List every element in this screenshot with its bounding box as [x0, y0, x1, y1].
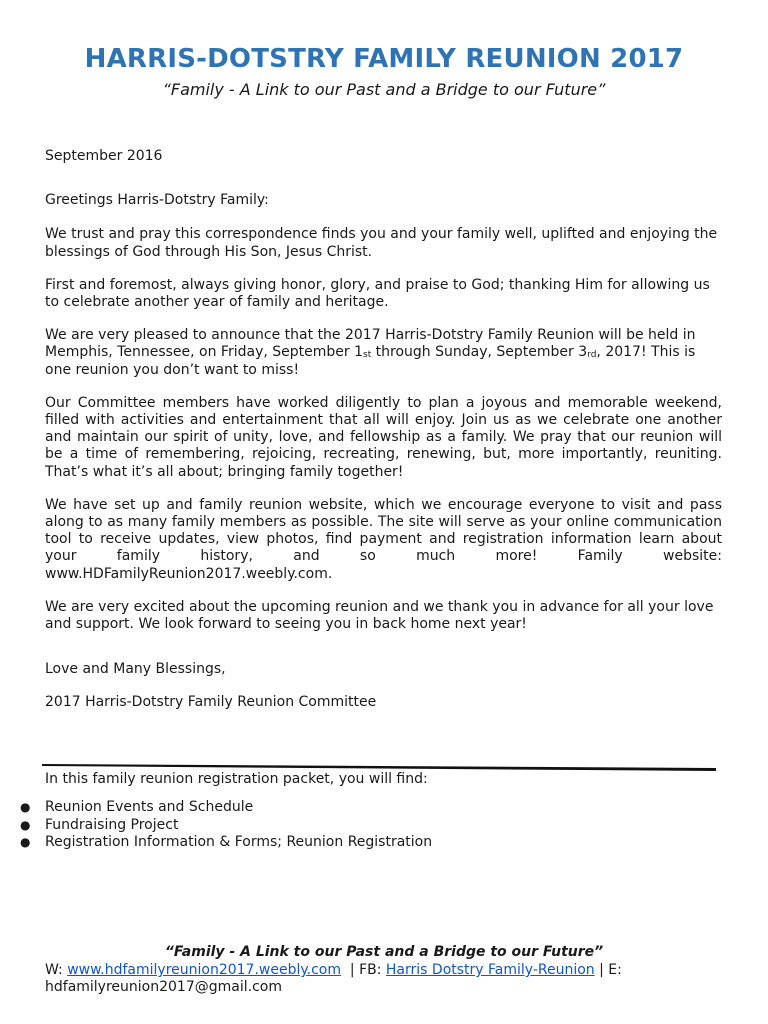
letter-greeting: Greetings Harris-Dotstry Family: [45, 192, 269, 209]
list-item-label: Fundraising Project [45, 816, 179, 833]
list-item [0, 817, 432, 835]
list-item-label: Reunion Events and Schedule [45, 799, 254, 815]
ordinal-st: st [363, 350, 372, 361]
paragraph-2: First and foremost, always giving honor, glory, and praise to God; thanking Him for allowing us to celebrate another year of family and heritage. [45, 276, 710, 311]
website-link[interactable]: www.hdfamilyreunion2017.weebly.com [67, 962, 341, 978]
paragraph-3-part-a: We are very pleased to announce that the 2017 Harris-Dotstry Family Reunion will be held in Memphis, Tennessee, on Friday, September 1 [45, 327, 696, 361]
paragraph-5: We have set up and family reunion website, which we encourage everyone to visit and pass along to as many family members as possible. The site will serve as your online communication tool to receive updates, view photos, find payment and registration information learn about your family history, and so much more! Family website: www.HDFamilyReunion2017.weebly.com. [45, 496, 722, 582]
document-title: HARRIS-DOTSTRY FAMILY REUNION 2017 [84, 44, 684, 74]
bullet-icon: ● [20, 817, 31, 832]
list-item [0, 834, 432, 852]
letter-signature: 2017 Harris-Dotstry Family Reunion Committee [45, 694, 377, 711]
letter-body [45, 148, 722, 712]
paragraph-3-part-b: through Sunday, September 3 [375, 344, 588, 361]
web-label: W: [45, 962, 68, 978]
facebook-label: | FB: [341, 962, 386, 978]
bullet-icon: ● [20, 800, 31, 814]
paragraph-3 [45, 327, 722, 379]
letter-date: September 2016 [45, 148, 163, 164]
packet-intro: In this family reunion registration packet, you will find: [45, 771, 428, 787]
facebook-link[interactable]: Harris Dotstry Family-Reunion [385, 962, 595, 978]
email-label: | E: [594, 962, 622, 978]
paragraph-4: Our Committee members have worked diligently to plan a joyous and memorable weekend, filled with activities and entertainment that all will enjoy. Join us as we celebrate one another and maintain our spirit of unity, love, and fellowship as a family. We pray that our reunion will be a time of remembering, rejoicing, recreating, renewing, but, more importantly, reuniting. That’s what it’s all about; bringing family together! [45, 394, 722, 480]
bullet-icon: ● [20, 835, 31, 849]
email-address: hdfamilyreunion2017@gmail.com [45, 979, 282, 995]
ordinal-rd: rd [587, 350, 597, 361]
paragraph-1: We trust and pray this correspondence finds you and your family well, uplifted and enjoying the blessings of God through His Son, Jesus Christ. [45, 226, 718, 260]
footer-contact [45, 962, 725, 996]
document-motto: “Family - A Link to our Past and a Bridge to our Future” [162, 80, 606, 99]
letter-closing: Love and Many Blessings, [45, 661, 226, 678]
list-item [0, 799, 432, 817]
list-item-label: Registration Information & Forms; Reunion Registration [45, 834, 433, 850]
section-divider [42, 764, 716, 771]
footer-motto: “Family - A Link to our Past and a Bridge to our Future” [164, 944, 604, 960]
paragraph-3-part-c: , 2017! This is one reunion you don’t want to miss! [45, 344, 696, 378]
paragraph-6: We are very excited about the upcoming reunion and we thank you in advance for all your love and support. We look forward to seeing you in back home next year! [45, 598, 714, 633]
packet-contents-list [0, 799, 432, 852]
